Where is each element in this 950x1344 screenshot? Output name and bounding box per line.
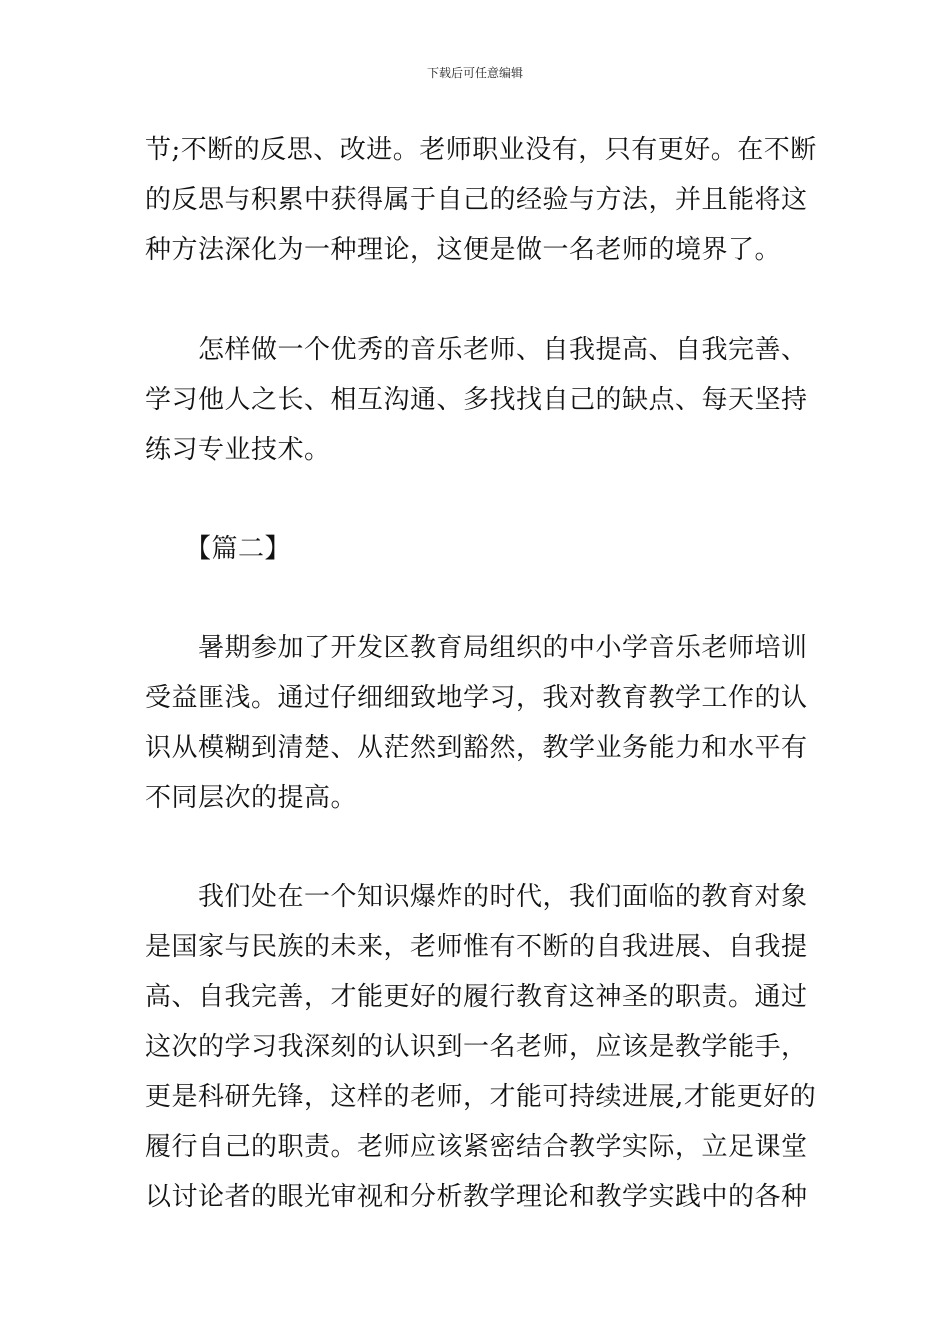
paragraph-4-line-5: 更是科研先锋，这样的老师，才能可持续进展,才能更好的 [145,1082,817,1112]
paragraph-3-line-2: 受益匪浅。通过仔细细致地学习，我对教育教学工作的认 [145,683,808,713]
section-heading: 【篇二】 [145,534,292,564]
paragraph-1-line-1: 节;不断的反思、改进。老师职业没有，只有更好。在不断 [145,135,817,165]
paragraph-4-line-4: 这次的学习我深刻的认识到一名老师，应该是教学能手， [145,1032,808,1062]
paragraph-2-line-1: 怎样做一个优秀的音乐老师、自我提高、自我完善、 [145,335,808,365]
paragraph-4-line-6: 履行自己的职责。老师应该紧密结合教学实际，立足课堂 [145,1132,808,1162]
header-note: 下载后可任意编辑 [426,66,523,80]
paragraph-1-line-3: 种方法深化为一种理论，这便是做一名老师的境界了。 [145,235,782,265]
paragraph-4-line-1: 我们处在一个知识爆炸的时代，我们面临的教育对象 [145,882,808,912]
paragraph-3-line-3: 识从模糊到清楚、从茫然到豁然，教学业务能力和水平有 [145,733,808,763]
paragraph-2-line-2: 学习他人之长、相互沟通、多找找自己的缺点、每天坚持 [145,385,808,415]
paragraph-4-line-3: 高、自我完善，才能更好的履行教育这神圣的职责。通过 [145,982,808,1012]
paragraph-2-line-3: 练习专业技术。 [145,435,331,465]
paragraph-3-line-1: 暑期参加了开发区教育局组织的中小学音乐老师培训 [145,633,808,663]
paragraph-1-line-2: 的反思与积累中获得属于自己的经验与方法，并且能将这 [145,185,808,215]
paragraph-4-line-7: 以讨论者的眼光审视和分析教学理论和教学实践中的各种 [145,1182,808,1212]
paragraph-3-line-4: 不同层次的提高。 [145,783,358,813]
paragraph-4-line-2: 是国家与民族的未来，老师惟有不断的自我进展、自我提 [145,932,808,962]
